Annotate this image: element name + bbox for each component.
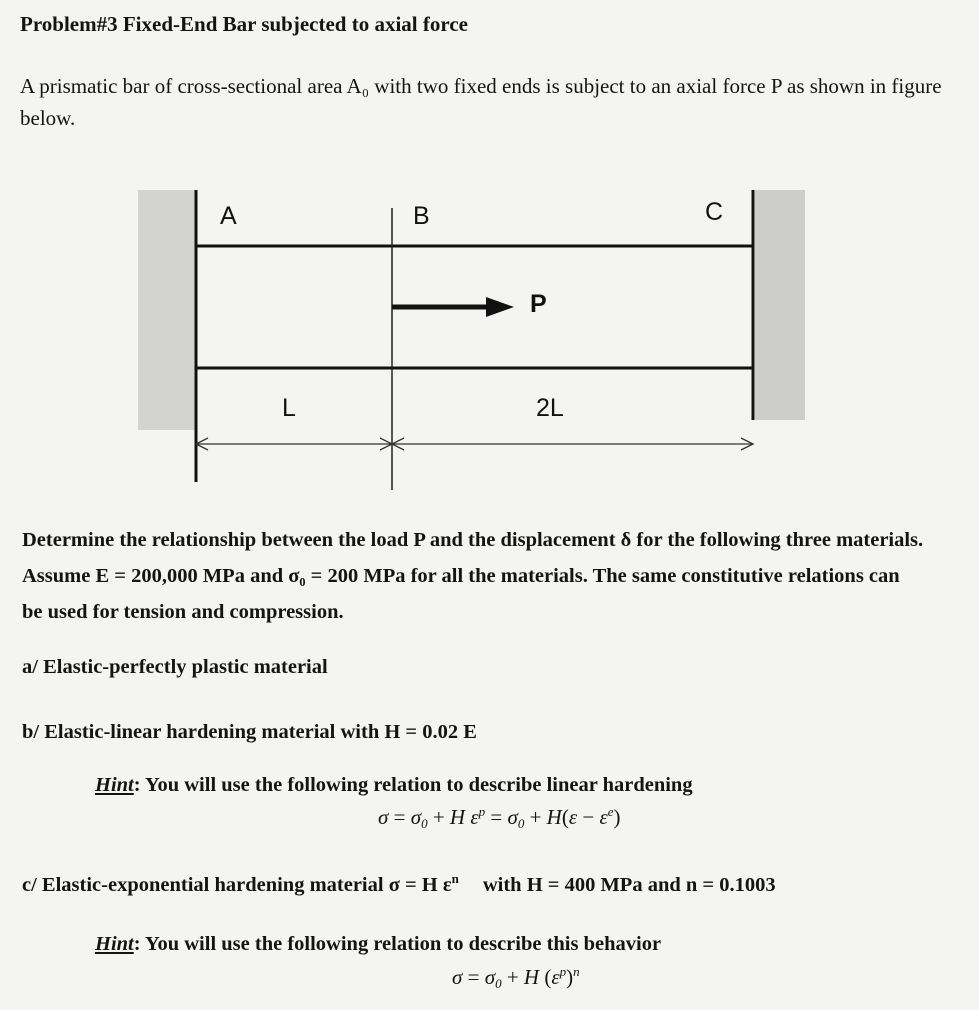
length-label-2l: 2L <box>536 394 564 422</box>
right-wall-support <box>755 190 805 420</box>
part-c-text: c/ Elastic-exponential hardening material σ = H ε <box>22 874 452 896</box>
load-arrowhead <box>486 297 514 317</box>
load-label-p: P <box>530 290 547 318</box>
hint-1-label: Hint <box>95 774 134 796</box>
part-c-params: with H = 400 MPa and n = 0.1003 <box>482 874 776 896</box>
hint-1-text: : You will use the following relation to describe linear hardening <box>133 774 693 796</box>
part-a: a/ Elastic-perfectly plastic material <box>22 656 328 678</box>
problem-line-2: Assume E = 200,000 MPa and σ₀ = 200 MPa for all the materials. The same constitutive relations can <box>22 565 900 587</box>
hint-2-label: Hint <box>95 933 134 955</box>
problem-intro: A prismatic bar of cross-sectional area A₀ with two fixed ends is subject to an axial force P as shown in figure below. <box>20 74 942 130</box>
problem-title: Problem#3 Fixed-End Bar subjected to axial force <box>20 12 468 36</box>
part-c-exponent: n <box>451 871 459 886</box>
equation-linear-hardening: $\sigma = \sigma_0 + H$ $\varepsilon^p = \sigma_0 + H(\varepsilon - \varepsilon^e)$ <box>378 804 621 831</box>
label-c: C <box>705 198 724 226</box>
problem-line-3: be used for tension and compression. <box>22 601 344 623</box>
fixed-end-bar-figure <box>0 180 979 510</box>
part-b: b/ Elastic-linear hardening material with H = 0.02 E <box>22 721 477 743</box>
left-wall-support <box>138 190 196 430</box>
hint-1 <box>95 774 693 797</box>
equation-exponential-hardening: $\sigma = \sigma_0 + H$ $(\varepsilon^p)^n$ <box>452 964 580 991</box>
hint-2-text: : You will use the following relation to describe this behavior <box>133 933 662 955</box>
problem-line-1: Determine the relationship between the load P and the displacement δ for the following three materials. <box>22 529 924 551</box>
label-a: A <box>220 202 237 230</box>
label-b: B <box>413 202 430 230</box>
length-label-l: L <box>282 394 296 422</box>
hint-2 <box>95 933 661 956</box>
problem-statement <box>22 522 972 630</box>
part-c <box>22 871 776 897</box>
